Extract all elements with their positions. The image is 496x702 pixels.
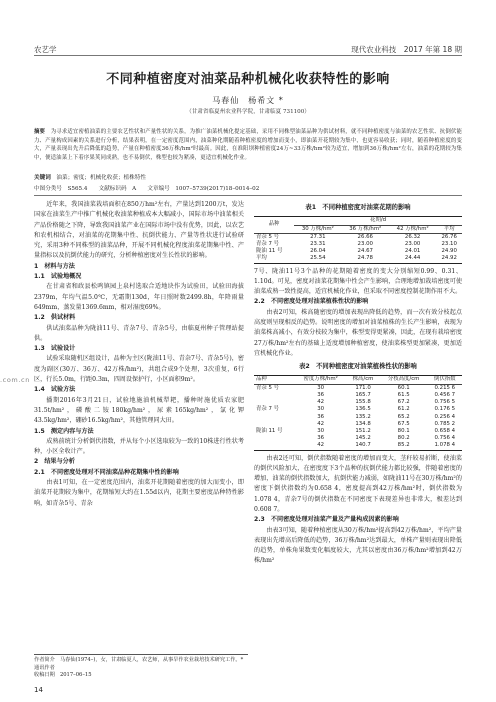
table-cell: 30 — [317, 427, 325, 434]
table-cell: 26.04 — [310, 248, 326, 255]
table-1-header-col: 36 万株/hm² — [349, 225, 382, 232]
table-cell: 140.7 — [355, 442, 371, 449]
table-cell: 平均 — [256, 255, 267, 262]
table-cell: 136.5 — [355, 406, 371, 413]
keywords-label: 关键词 — [34, 175, 51, 181]
table-cell: 135.2 — [355, 413, 371, 420]
table-cell — [254, 414, 295, 421]
section-1-4-text: 播期2016年3月21日，试验地施油机械犁耙，播种时施优质农家肥31.5t/hm²，磷酸二铵180kg/hm²，尿素165kg/hm²，氯化钾43.5kg/hm²，硼砂16.5kg/hm²，其他管理同大田。 — [34, 396, 244, 425]
table-cell: 151.2 — [355, 427, 371, 434]
table-row — [254, 428, 462, 435]
journal-section: 农艺学 — [34, 45, 57, 54]
table-cell: 30 — [317, 384, 325, 391]
footnote — [34, 654, 248, 680]
table-cell: 165.7 — [355, 391, 371, 398]
table-cell: 42 — [317, 420, 325, 427]
table-cell: 155.8 — [355, 399, 371, 406]
table-cell: 26.76 — [441, 233, 457, 240]
table-cell: 25.54 — [310, 255, 326, 262]
table-cell: 36 — [317, 435, 325, 442]
table-cell: 42 — [317, 399, 325, 406]
abstract — [34, 128, 462, 162]
table-row — [254, 414, 462, 421]
table-cell: 145.2 — [355, 435, 371, 442]
section-1-heading: 1 材料与方法 — [34, 262, 75, 270]
table-cell: 171.0 — [355, 384, 371, 391]
table-1-header-col: 30 万株/hm² — [301, 225, 334, 232]
page-number: 14 — [34, 686, 43, 694]
table-cell — [254, 442, 295, 450]
table-cell — [254, 435, 295, 442]
table-1-discussion: 7号、陇油11号3个品种的花期随着密度的变大分别缩短0.99、0.31、1.10d。可见，密度对油菜花期集中性会产生影响，合理地增加栽培密度可使油菜成熟一致性提高，适宜机械化作业，但采取不同密度控制花期作用不大。 — [254, 267, 462, 296]
table-cell: 24.90 — [441, 248, 457, 255]
table-cell: 23.00 — [357, 240, 373, 247]
abstract-label: 摘要 — [34, 129, 46, 135]
section-1-1-heading: 1.1 试验地概况 — [34, 273, 82, 281]
keywords — [34, 173, 462, 181]
left-column — [34, 200, 244, 652]
section-1-4-heading: 1.4 试验方法 — [34, 386, 76, 394]
section-1-2-heading: 1.2 供试材料 — [34, 314, 76, 322]
section-2-3-heading: 2.3 不同密度处理对油菜产量及产量构成因素的影响 — [254, 516, 399, 524]
table-row — [254, 255, 462, 263]
intro-paragraph: 近年来，我国油菜栽培面积在850万hm²左右，产量达到1200万t，发达国家在油菜生产中推广机械化收油菜种植成本大幅减小，国际市场中油菜相关产品价格随之下降，导致我国油菜产业在国际市场中没有优势，因此，以农艺和农机相结合，对油菜的花期集中性、抗倒伏能力、产量等性状进行试验研究，采用3种不同株型的油菜品种，开展不同机械化程度油菜花期集中性、产量指标以及抗倒伏能力的研究，分析种植密度对生长性状的影响。 — [34, 201, 244, 260]
table-cell: 1.078 4 — [434, 442, 456, 449]
section-2-2-heading: 2.2 不同密度处理对油菜植株性状的影响 — [254, 298, 369, 306]
author-info: 作者简介 马春仙(1974–)，女，甘肃临夏人，农艺师，从事旱作农业栽培技术研究工作。*通讯作者 — [34, 657, 244, 671]
classification-line: 中图分类号 S565.4 文献标识码 A 文章编号 1007–5739(2017)18–0014–02 — [34, 186, 260, 192]
table-cell: 0.785 2 — [434, 420, 456, 427]
table-2-header: 株高/cm — [352, 376, 374, 383]
table-cell: 24.01 — [404, 248, 421, 255]
table-cell: 85.2 — [397, 442, 410, 449]
table-row — [254, 248, 462, 255]
table-cell: 23.31 — [310, 240, 326, 247]
received-date: 收稿日期 2017–06–15 — [34, 672, 92, 678]
header-rule — [34, 55, 462, 56]
table-row — [254, 406, 462, 413]
table-cell: 0.756 5 — [434, 399, 456, 406]
table-row — [254, 435, 462, 442]
table-cell: 0.456 7 — [434, 391, 456, 398]
table-cell: 青杂 5 号 — [256, 233, 280, 240]
table-cell: 67.2 — [397, 399, 410, 406]
table-2-header: 密度万株/hm² — [303, 376, 338, 383]
table-cell: 27.31 — [310, 233, 326, 240]
table-row — [254, 399, 462, 406]
table-cell: 青杂 7 号 — [256, 406, 280, 413]
table-cell: 134.8 — [355, 420, 371, 427]
table-cell: 24.67 — [357, 248, 373, 255]
table-cell: 80.1 — [397, 427, 410, 434]
section-1-2-text: 供试油菜品种为陇油11号、青杂7号、青杂5号，由临夏州种子管理站提供。 — [34, 324, 244, 342]
table-cell: 23.10 — [441, 240, 457, 247]
section-2-2-text-continued: 由表2还可知，倒伏指数随着密度的增加而变大，茎秆较易折断，使油菜的倒伏风险加大，在密度度下3个品种的抗倒伏能力都比较强，伴随着密度的增加，油菜的倒伏指数加大，抗倒伏能力减弱，如陇油11号在30万株/hm²的密度下倒伏指数约为0.658 4，密度提高到42万株/hm²时，倒伏指数为1.078 4，青杂7号的倒伏指数在不同密度下表现差异也非常大，极差达到0.608 7。 — [254, 454, 462, 513]
authors: 马春仙 杨希文 * — [212, 96, 284, 105]
section-2-1-text: 由表1可知，在一定密度范围内，油菜开花期随着密度的加大而变小，即油菜开花期较为集中，花期缩短大约在1.55d以内，花期主要密度品种特性影响，如青杂5号、青杂 — [34, 479, 244, 507]
section-2-2-text: 由表2可知，株高随密度的增加表现出降低的趋势，而一次有效分枝起点高度则呈现相反的趋势。说明密度的增加对油菜植株的生长产生影响，表现为油菜株高减小，有效分枝较为集中，株型变得更紧凑，因此，在现有栽培密度27万株/hm²左右的基础上适度增加种植密度，使油菜株型更加紧凑，更加适宜机械化作业。 — [254, 308, 462, 357]
abstract-text: 为寻求适宜密植油菜的主要农艺性状和产量性状的关系，为推广油菜机械化提定基础，采用不同株型油菜品种为供试材料，就不同种植密度与油菜的农艺性状、抗倒伏能力、产量构成因素的关系进行分析，结果表明，在一定密度范围内，油菜种化期随着种植密度的增加而变小，即油菜开花期较为集中，也更容易收获；同时，随着种植密度的变大，产量表现出先升后降低的趋势，产量在种植密度36万株/hm²时最高。因此，在准阳坝种植密度24万~33万株/hm²较为适宜，增加到36万株/hm²左右，油菜的花期较为集中，便适油菜上下着序果荚同成熟，也不易倒伏，株型也较为紧凑，更适宜机械化作业。 — [34, 129, 462, 161]
section-1-3-heading: 1.3 试验设计 — [34, 345, 76, 353]
table-1 — [254, 216, 462, 263]
table-cell — [254, 392, 295, 399]
table-2-header: 分枝高度/cm — [387, 376, 420, 383]
keywords-text: 油菜；密度；机械化收获；植株特性 — [56, 175, 146, 181]
section-1-5-heading: 1.5 测定内容与方法 — [34, 427, 94, 435]
table-cell: 61.2 — [397, 406, 410, 413]
table-cell: 61.5 — [397, 391, 410, 398]
table-cell: 23.00 — [404, 240, 421, 247]
table-2-header: 倒伏指数 — [434, 376, 456, 383]
table-cell: 36 — [317, 391, 325, 398]
section-2-3-text: 由表3可知，随着种植密度从30万株/hm²提高到42万株/hm²，平均产量表现出先增高后降低的趋势，36万株/hm²达到最大，单株产量则表现出降低的趋势，单株角果数变化幅度较大，尤其以密度由36万株/hm²增加到42万株/hm² — [254, 526, 462, 565]
table-1-header-variety: 品种 — [268, 221, 280, 228]
table-cell: 0.756 4 — [434, 435, 456, 442]
article-title: 不同种植密度对油菜品种机械化收获特性的影响 — [106, 72, 390, 87]
section-1-1-text: 在甘肃省和政县松鸣镇园上泉村选取合适地块作为试验田，试验田海拔2379m，年均气温5.0℃，无霜期130d，年日照时数2499.8h，年降雨量649mm，蒸发量1369.6mm，相对湿度69%。 — [34, 283, 244, 311]
table-cell: 65.2 — [397, 413, 410, 420]
table-row — [254, 421, 462, 428]
section-2-heading: 2 结果与分析 — [34, 458, 75, 466]
journal-issue: 现代农业科技 2017 年第 18 期 — [351, 45, 462, 54]
table-1-header-col: 平均 — [443, 225, 455, 232]
table-row — [254, 384, 462, 392]
right-column — [254, 200, 462, 694]
table-cell: 青杂 7 号 — [256, 240, 280, 247]
table-cell: 80.2 — [397, 435, 410, 442]
abstract-rule — [34, 195, 462, 196]
section-2-1-heading: 2.1 不同密度处理对不同油菜品种花期集中性的影响 — [34, 468, 179, 476]
table-cell: 67.5 — [397, 420, 410, 427]
table-1-header-group: 花期/d — [294, 217, 462, 225]
table-cell: 0.256 4 — [434, 413, 456, 420]
table-row — [254, 392, 462, 399]
table-cell: 0.658 4 — [434, 427, 456, 434]
table-cell: 24.44 — [404, 255, 421, 262]
table-cell: 26.66 — [357, 233, 373, 240]
table-cell: 42 — [317, 442, 325, 449]
table-cell: 60.1 — [397, 384, 410, 391]
table-row — [254, 233, 462, 241]
table-cell: 陇油 11 号 — [256, 248, 283, 255]
table-row — [254, 442, 462, 450]
table-cell: 24.92 — [441, 255, 457, 262]
table-cell — [254, 421, 295, 428]
section-1-5-text: 成熟前统计分析倒伏指数，并从每个小区选取较为一致的10株进行性状考种，小区全收计产。 — [34, 437, 244, 456]
table-row — [254, 241, 462, 248]
table-1-title: 表1 不同种植密度对油菜花期的影响 — [305, 204, 411, 211]
section-1-3-text: 试验采取随机区组设计，品种为主区(陇油11号、青杂7号、青杂5号)，密度为副区(30万、36万、42万株/hm²)，共组合成9个处理，3次重复，6行区，行长5.0m，行距0.3m，四周设保护行，小区面积9m²。 — [34, 355, 244, 384]
table-1-header-col: 42 万株/hm² — [396, 225, 429, 232]
table-cell: 24.78 — [357, 255, 373, 262]
table-2-header: 品种 — [256, 376, 267, 383]
table-cell: 36 — [317, 413, 325, 420]
table-cell: 26.32 — [404, 233, 421, 240]
table-cell: 青杂 5 号 — [256, 384, 280, 391]
table-cell: 0.176 5 — [434, 406, 456, 413]
table-cell: 30 — [317, 406, 325, 413]
affiliation: （甘肃省临夏州农业科学院，甘肃临夏 731100） — [186, 109, 310, 115]
table-cell: 0.215 6 — [434, 384, 456, 391]
watermark: .com.cn — [0, 376, 30, 384]
table-2 — [254, 375, 462, 450]
table-2-title: 表2 不同种植密度对油菜植株性状的影响 — [299, 363, 417, 371]
table-cell: 陇油 11 号 — [256, 427, 283, 434]
